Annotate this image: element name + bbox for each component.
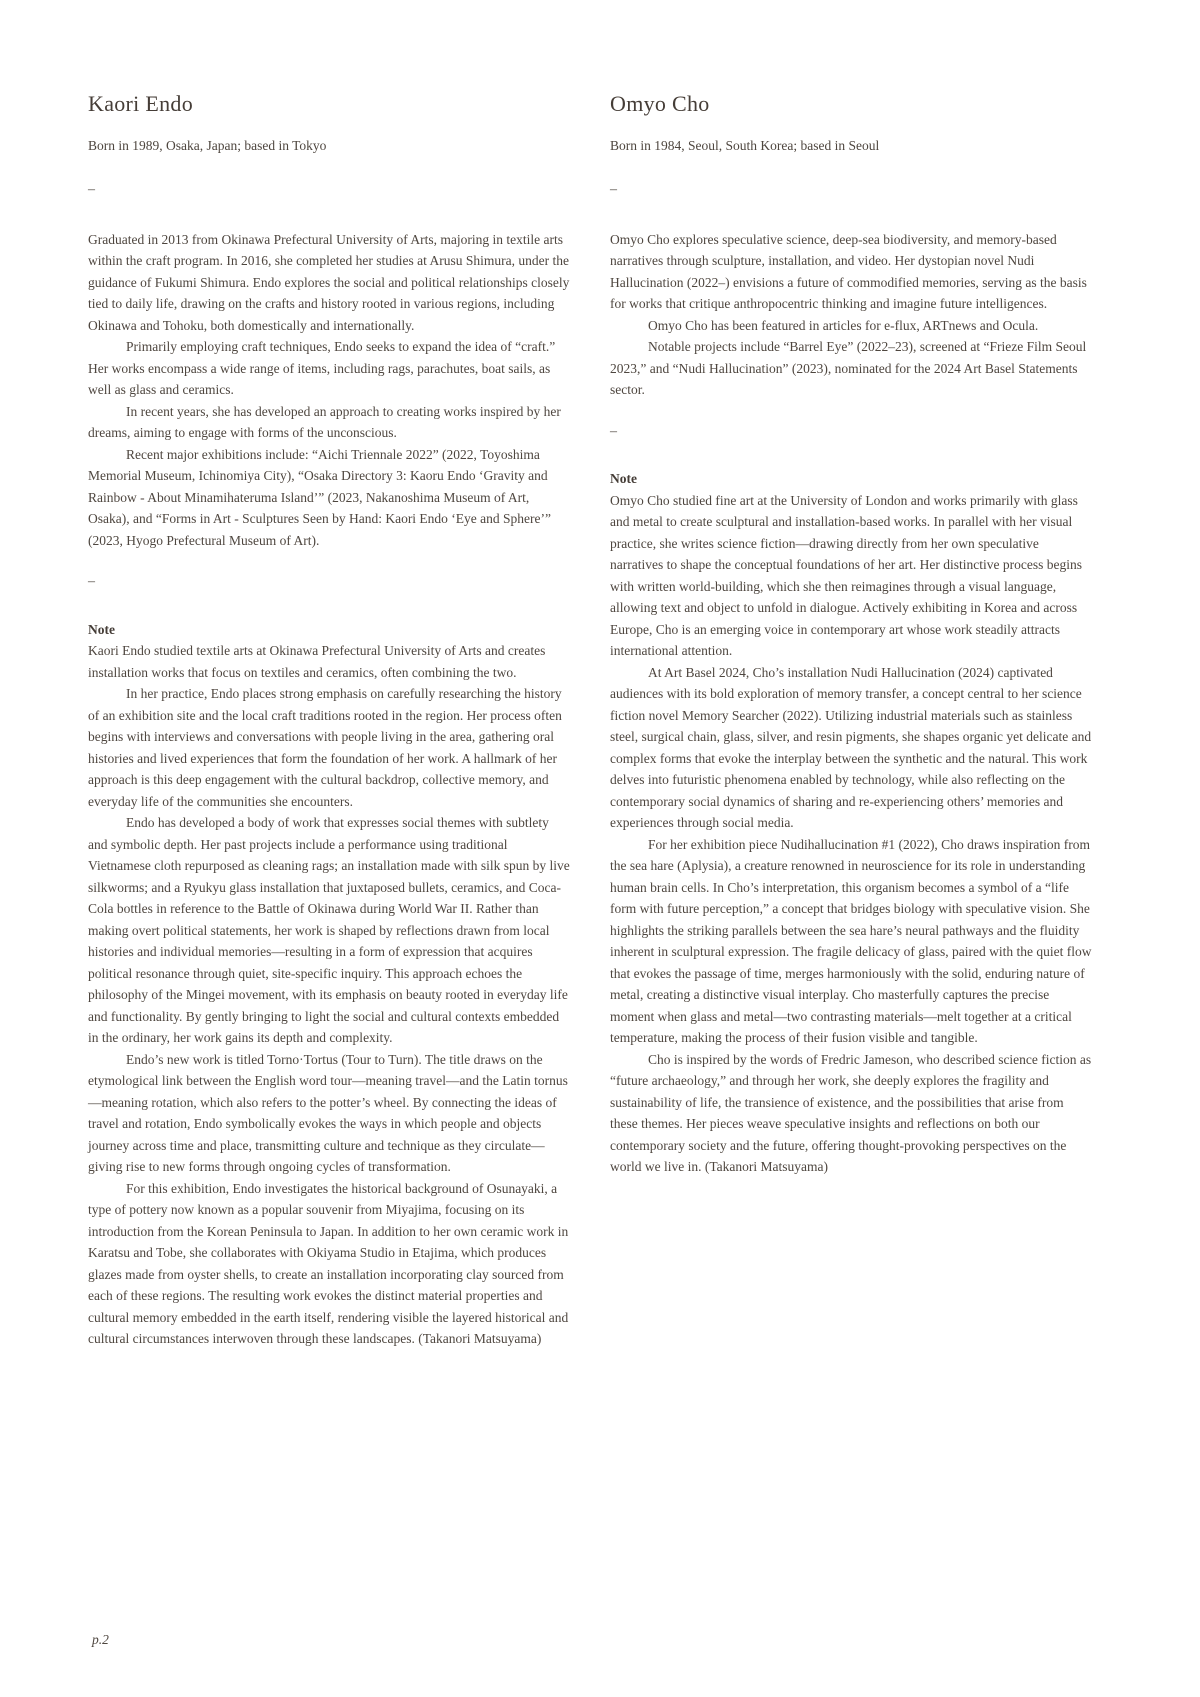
note-paragraph: For this exhibition, Endo investigates the historical background of Osunayaki, a type of pottery now known as a popular souvenir from Miyajima, focusing on its introduction from the Korean Peninsula to Japan. In addition to her own ceramic work in Karatsu and Tobe, she collaborates with Okiyama Studio in Etajima, which produces glazes made from oyster shells, to create an installation incorporating clay sourced from each of these regions. The resulting work evokes the distinct material properties and cultural memory embedded in the earth itself, rendering visible the layered historical and cultural circumstances interwoven through these landscapes. (Takanori Matsuyama) xyxy=(88,1180,569,1346)
section-divider: – xyxy=(88,574,95,589)
bio-paragraph: In recent years, she has developed an approach to creating works inspired by her dreams, aiming to engage with forms of the unconscious. xyxy=(88,403,561,440)
section-divider: – xyxy=(610,182,617,197)
bio-section xyxy=(610,229,1093,401)
section-divider: – xyxy=(610,423,617,439)
section-divider: – xyxy=(88,182,95,197)
bio-paragraph: Recent major exhibitions include: “Aichi Triennale 2022” (2022, Toyoshima Memorial Museum, Ichinomiya City), “Osaka Directory 3: Kaoru Endo ‘Gravity and Rainbow - About Minamihateruma Island’” (2023, Nakanoshima Museum of Art, Osaka), and “Forms in Art - Sculptures Seen by Hand: Kaori Endo ‘Eye and Sphere’” (2023, Hyogo Prefectural Museum of Art). xyxy=(88,446,552,548)
note-paragraph: In her practice, Endo places strong emphasis on carefully researching the history of an exhibition site and the local craft traditions rooted in the region. Her process often begins with interviews and conversations with people living in the area, gathering oral histories and lived experiences that form the foundation of her work. A hallmark of her approach is this deep engagement with the cultural backdrop, collective memory, and everyday life of the communities she encounters. xyxy=(88,686,562,809)
bio-paragraph: Omyo Cho has been featured in articles for e-flux, ARTnews and Ocula. xyxy=(648,317,1039,333)
birth-info: Born in 1984, Seoul, South Korea; based in Seoul xyxy=(610,138,880,153)
note-paragraph: Endo has developed a body of work that expresses social themes with subtlety and symbolic depth. Her past projects include a performance using traditional Vietnamese cloth repurposed as cleaning rags; an installation made with silk spun by live silkworms; and a Ryukyu glass installation that juxtaposed bullets, ceramics, and Coca-Cola bottles in reference to the Battle of Okinawa during World War II. Rather than making overt political statements, her work is shaped by reflections drawn from local histories and individual memories—resulting in a form of expression that acquires political resonance through quiet, site-specific inquiry. This approach echoes the philosophy of the Mingei movement, with its emphasis on beauty rooted in everyday life and functionality. By gently bringing to light the social and cultural contexts embedded in the ordinary, her work gains its depth and complexity. xyxy=(88,815,570,1045)
note-paragraph: At Art Basel 2024, Cho’s installation Nudi Hallucination (2024) captivated audiences with its bold exploration of memory transfer, a concept central to her science fiction novel Memory Searcher (2022). Utilizing industrial materials such as stainless steel, surgical chain, glass, silver, and resin pigments, she shapes organic yet delicate and complex forms that evoke the interplay between the synthetic and the natural. This work delves into futuristic phenomena enabled by technology, while also reflecting on the contemporary social dynamics of sharing and re-experiencing others’ memories and experiences through social media. xyxy=(610,664,1092,830)
note-heading: Note xyxy=(610,471,637,486)
note-section xyxy=(88,640,571,1350)
note-heading: Note xyxy=(88,621,115,637)
bio-paragraph: Notable projects include “Barrel Eye” (2022–23), screened at “Frieze Film Seoul 2023,” and “Nudi Hallucination” (2023), nominated for the 2024 Art Basel Statements sector. xyxy=(610,339,1087,397)
bio-paragraph: Omyo Cho explores speculative science, deep-sea biodiversity, and memory-based narratives through sculpture, installation, and video. Her dystopian novel Nudi Hallucination (2022–) envisions a future of commodified memories, serving as the basis for works that critique anthropocentric thinking and imagine future intelligences. xyxy=(610,231,1087,311)
page-number: p.2 xyxy=(92,1632,109,1647)
note-section xyxy=(610,490,1093,1178)
bio-section xyxy=(88,229,571,552)
artist-name: Kaori Endo xyxy=(88,91,194,116)
note-paragraph: For her exhibition piece Nudihallucination #1 (2022), Cho draws inspiration from the sea hare (Aplysia), a creature renowned in neuroscience for its role in understanding human brain cells. In Cho’s interpretation, this organism becomes a symbol of a “life form with future perception,” a concept that bridges biology with speculative vision. She highlights the striking parallels between the sea hare’s neural pathways and the fluidity inherent in sculptural expression. The fragile delicacy of glass, paired with the quiet flow that evokes the passage of time, merges harmoniously with the solid, enduring nature of metal, creating a distinctive visual interplay. Cho masterfully captures the precise moment when glass and metal—two contrasting materials—melt together at a critical temperature, making the process of their fusion visible and tangible. xyxy=(610,836,1092,1045)
note-paragraph: Endo’s new work is titled Torno·Tortus (Tour to Turn). The title draws on the etymological link between the English word tour—meaning travel—and the Latin tornus—meaning rotation, which also refers to the potter’s wheel. By connecting the ideas of travel and rotation, Endo symbolically evokes the ways in which people and objects journey across time and place, transmitting culture and technique as they circulate—giving rise to new forms through ongoing cycles of transformation. xyxy=(88,1051,568,1174)
birth-info: Born in 1989, Osaka, Japan; based in Tokyo xyxy=(88,138,327,153)
artist-column-omyo-cho xyxy=(610,90,1093,1178)
bio-paragraph: Primarily employing craft techniques, Endo seeks to expand the idea of “craft.” Her works encompass a wide range of items, including rags, parachutes, boat sails, as well as glass and ceramics. xyxy=(88,339,556,397)
note-paragraph: Kaori Endo studied textile arts at Okinawa Prefectural University of Arts and creates installation works that focus on textiles and ceramics, often combining the two. xyxy=(88,643,546,680)
artist-column-kaori-endo xyxy=(88,90,571,1350)
note-paragraph: Omyo Cho studied fine art at the University of London and works primarily with glass and metal to create sculptural and installation-based works. In parallel with her visual practice, she writes science fiction—drawing directly from her own speculative narratives to shape the conceptual foundations of her art. Her distinctive process begins with written world-building, which she then reimagines through a visual language, allowing text and object to unfold in dialogue. Actively exhibiting in Korea and across Europe, Cho is an emerging voice in contemporary art whose work steadily attracts international attention. xyxy=(610,492,1082,658)
artist-name: Omyo Cho xyxy=(610,91,710,116)
note-paragraph: Cho is inspired by the words of Fredric Jameson, who described science fiction as “future archaeology,” and through her work, she deeply explores the fragility and sustainability of life, the transience of existence, and the possibilities that arise from these themes. Her pieces weave speculative insights and reflections on both our contemporary society and the future, offering thought-provoking perspectives on the world we live in. (Takanori Matsuyama) xyxy=(610,1051,1092,1174)
bio-paragraph: Graduated in 2013 from Okinawa Prefectural University of Arts, majoring in textile arts within the craft program. In 2016, she completed her studies at Arusu Shimura, under the guidance of Fukumi Shimura. Endo explores the social and political relationships closely tied to daily life, drawing on the crafts and history rooted in various regions, including Okinawa and Tohoku, both domestically and internationally. xyxy=(88,231,570,333)
